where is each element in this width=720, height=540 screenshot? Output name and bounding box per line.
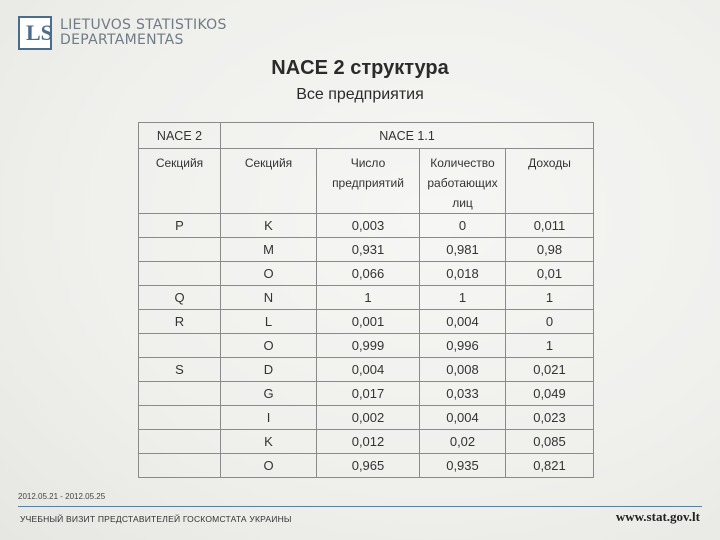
logo-text — [60, 18, 227, 48]
column-header: Секцийя — [139, 149, 221, 214]
column-header: Секцийя — [221, 149, 317, 214]
table-cell — [139, 430, 221, 454]
table-cell: G — [221, 382, 317, 406]
table-row — [139, 358, 594, 382]
table-cell — [139, 238, 221, 262]
table-cell: N — [221, 286, 317, 310]
column-header: Доходы — [506, 149, 594, 214]
table-cell — [139, 454, 221, 478]
group-header-nace11: NACE 1.1 — [221, 123, 594, 149]
logo-line2: DEPARTAMENTAS — [60, 32, 184, 48]
table-cell: 0,02 — [420, 430, 506, 454]
table-body — [139, 214, 594, 478]
table-row — [139, 310, 594, 334]
footer-text: УЧЕБНЫЙ ВИЗИТ ПРЕДСТАВИТЕЛЕЙ ГОСКОМСТАТА УКРАИНЫ — [20, 514, 292, 524]
group-header-nace2: NACE 2 — [139, 123, 221, 149]
table-cell: O — [221, 454, 317, 478]
footer-date: 2012.05.21 - 2012.05.25 — [18, 492, 106, 501]
footer-divider — [18, 506, 702, 507]
table-cell: 0,01 — [506, 262, 594, 286]
table-row — [139, 334, 594, 358]
table-cell: 0,931 — [317, 238, 420, 262]
table-cell: S — [139, 358, 221, 382]
table-cell: 0,033 — [420, 382, 506, 406]
table-row — [139, 214, 594, 238]
table-cell: O — [221, 262, 317, 286]
group-header-row — [139, 123, 594, 149]
table-cell: 0,821 — [506, 454, 594, 478]
table-cell: 0,003 — [317, 214, 420, 238]
page-subtitle: Все предприятия — [296, 86, 424, 103]
table-cell: 0,049 — [506, 382, 594, 406]
table-cell: R — [139, 310, 221, 334]
table-row — [139, 406, 594, 430]
table-cell: 0,001 — [317, 310, 420, 334]
table-cell: 0,021 — [506, 358, 594, 382]
table-cell: 0,999 — [317, 334, 420, 358]
table-cell: 0,017 — [317, 382, 420, 406]
table-cell: 0,023 — [506, 406, 594, 430]
table-row — [139, 286, 594, 310]
table-cell: 0,965 — [317, 454, 420, 478]
table-cell — [139, 382, 221, 406]
column-header: Количество работающих лиц — [420, 149, 506, 214]
table-cell: K — [221, 214, 317, 238]
lsd-logo — [18, 16, 227, 50]
table-cell: M — [221, 238, 317, 262]
table-cell: O — [221, 334, 317, 358]
table-cell — [139, 262, 221, 286]
table-cell: 0,008 — [420, 358, 506, 382]
logo-line1: LIETUVOS STATISTIKOS — [60, 17, 227, 33]
table-cell: 1 — [506, 286, 594, 310]
nace-structure-table — [138, 122, 594, 478]
table-cell: Q — [139, 286, 221, 310]
table-cell: 0,004 — [317, 358, 420, 382]
table-cell — [139, 334, 221, 358]
table-cell: I — [221, 406, 317, 430]
table-cell: 1 — [420, 286, 506, 310]
table-row — [139, 238, 594, 262]
table-cell: 0,004 — [420, 406, 506, 430]
table-cell: 0,011 — [506, 214, 594, 238]
table-cell: D — [221, 358, 317, 382]
table-row — [139, 430, 594, 454]
table-cell: 0,066 — [317, 262, 420, 286]
table-cell: 1 — [317, 286, 420, 310]
column-header: Число предприятий — [317, 149, 420, 214]
table-cell — [139, 406, 221, 430]
table-cell: 0,004 — [420, 310, 506, 334]
table-cell: 0,935 — [420, 454, 506, 478]
table-row — [139, 262, 594, 286]
table-row — [139, 382, 594, 406]
table-cell: 0 — [420, 214, 506, 238]
table-row — [139, 454, 594, 478]
table-cell: 0,085 — [506, 430, 594, 454]
table-cell: P — [139, 214, 221, 238]
lsd-logo-icon: LS — [18, 16, 52, 50]
footer-url: www.stat.gov.lt — [615, 509, 700, 524]
table-cell: L — [221, 310, 317, 334]
table-cell: 0,018 — [420, 262, 506, 286]
table-cell: 0,012 — [317, 430, 420, 454]
table-cell: 0,98 — [506, 238, 594, 262]
table-cell: 0,981 — [420, 238, 506, 262]
table-cell: 0 — [506, 310, 594, 334]
column-header-row — [139, 149, 594, 214]
page-title: NACE 2 структура — [271, 57, 449, 79]
table-cell: 0,002 — [317, 406, 420, 430]
table-cell: 0,996 — [420, 334, 506, 358]
table-cell: K — [221, 430, 317, 454]
table-cell: 1 — [506, 334, 594, 358]
